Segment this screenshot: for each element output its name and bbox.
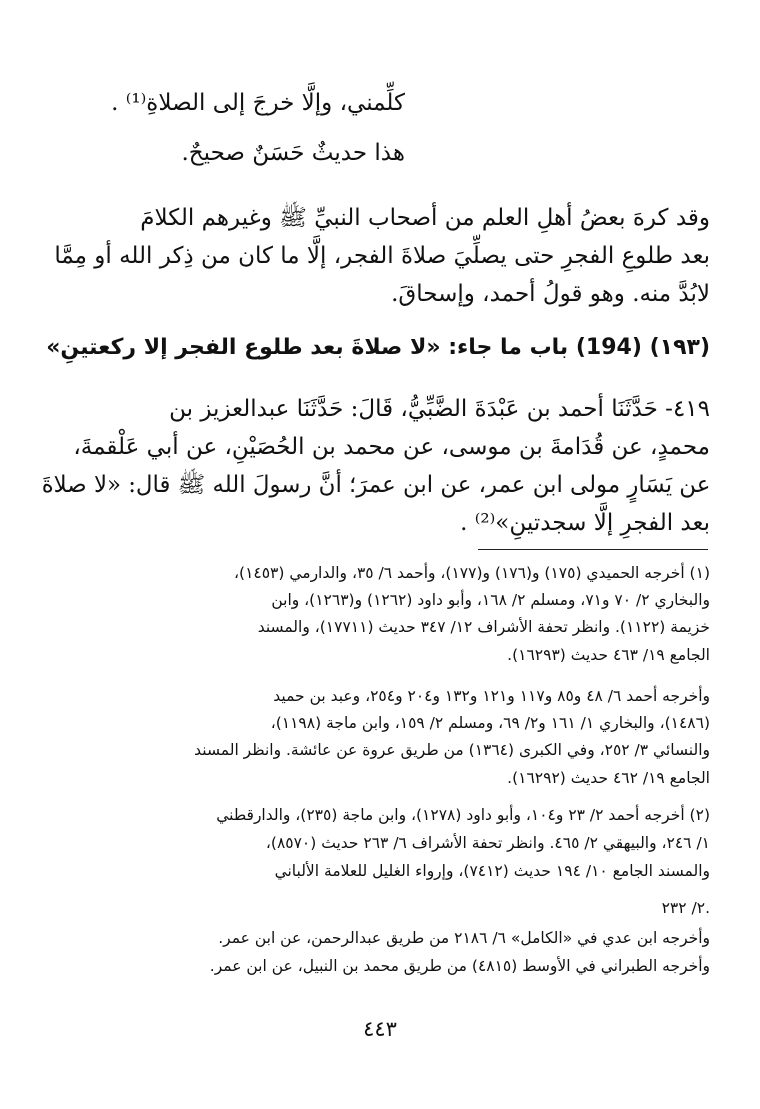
body-line: لابُدَّ منه. وهو قولُ أحمد، وإسحاقَ. <box>391 281 710 307</box>
footnote-line: وأخرجه ابن عدي في «الكامل» ٦/ ٢١٨٦ من طريق عبدالرحمن، عن ابن عمر. <box>218 929 710 947</box>
hadith-line: عن يَسَارٍ مولى ابن عمر، عن ابن عمرَ؛ أنَّ رسولَ الله ﷺ قال: «لا صلاةَ <box>41 472 710 498</box>
body-line: بعد طلوعِ الفجرِ حتى يصلِّيَ صلاةَ الفجر، إلَّا ما كان من ذِكر الله أو مِمَّا <box>54 243 710 269</box>
footnote-separator <box>478 549 708 550</box>
footnote-line: والبخاري ٢/ ٧٠ و٧١، ومسلم ٢/ ١٦٨، وأبو داود (١٢٦٢) و(١٢٦٣)، وابن <box>271 591 710 609</box>
footnote-line: ٢/ ٢٣٢. <box>661 899 710 917</box>
footnote-line: (١٤٨٦)، والبخاري ١/ ١٦١ و٢/ ٦٩، ومسلم ٢/ ١٥٩، وابن ماجة (١١٩٨)، <box>270 714 710 732</box>
hadith-line: ٤١٩- حَدَّثَنَا أحمد بن عَبْدَةَ الضَّبِّيُّ، قَالَ: حَدَّثَنَا عبدالعزيز بن <box>169 396 710 422</box>
body-line: هذا حديثٌ حَسَنٌ صحيحٌ. <box>181 140 405 166</box>
footnote-line: والمسند الجامع ١٠/ ١٩٤ حديث (٧٤١٢)، وإرواء الغليل للعلامة الألباني <box>274 862 710 880</box>
footnote-line: ١/ ٢٤٦، والبيهقي ٢/ ٤٦٥. وانظر تحفة الأشراف ٦/ ٢٦٣ حديث (٨٥٧٠)، <box>265 834 710 852</box>
footnote-line: (٢) أخرجه أحمد ٢/ ٢٣ و١٠٤، وأبو داود (١٢٧٨)، وابن ماجة (٢٣٥)، والدارقطني <box>216 806 710 824</box>
footnote-line: الجامع ١٩/ ٤٦٣ حديث (١٦٢٩٣). <box>507 646 710 664</box>
footnote-line: وأخرجه الطبراني في الأوسط (٤٨١٥) من طريق محمد بن النبيل، عن ابن عمر. <box>209 957 710 975</box>
footnote-line: وأخرجه أحمد ٦/ ٤٨ و٨٥ و١١٧ و١٢١ و١٣٢ و٢٠٤ و٢٥٤، وعبد بن حميد <box>273 687 710 705</box>
footnote-line: خزيمة (١١٢٢). وانظر تحفة الأشراف ١٢/ ٣٤٧ حديث (١٧٧١١)، والمسند <box>257 618 710 636</box>
footnote-line: الجامع ١٩/ ٤٦٢ حديث (١٦٢٩٢). <box>507 769 710 787</box>
hadith-line: محمدٍ، عن قُدَامةَ بن موسى، عن محمد بن الحُصَيْنِ، عن أبي عَلْقمةَ، <box>73 434 710 460</box>
footnote-line: (١) أخرجه الحميدي (١٧٥) و(١٧٦) و(١٧٧)، وأحمد ٦/ ٣٥، والدارمي (١٤٥٣)، <box>234 564 710 582</box>
hadith-line: بعد الفجرِ إلَّا سجدتينِ»⁽²⁾ . <box>460 510 710 536</box>
body-line: وقد كرهَ بعضُ أهلِ العلم من أصحاب النبيِّ ﷺ وغيرهم الكلامَ <box>140 205 710 231</box>
body-line: كلِّمني، وإلَّا خرجَ إلى الصلاةِ⁽¹⁾ . <box>111 90 405 116</box>
page-number: ٤٤٣ <box>363 1017 397 1041</box>
footnote-line: والنسائي ٣/ ٢٥٢، وفي الكبرى (١٣٦٤) من طريق عروة عن عائشة. وانظر المسند <box>194 741 710 759</box>
chapter-heading: (١٩٣) (194) باب ما جاء: «لا صلاةَ بعد طلوع الفجر إلا ركعتينِ» <box>46 335 710 360</box>
